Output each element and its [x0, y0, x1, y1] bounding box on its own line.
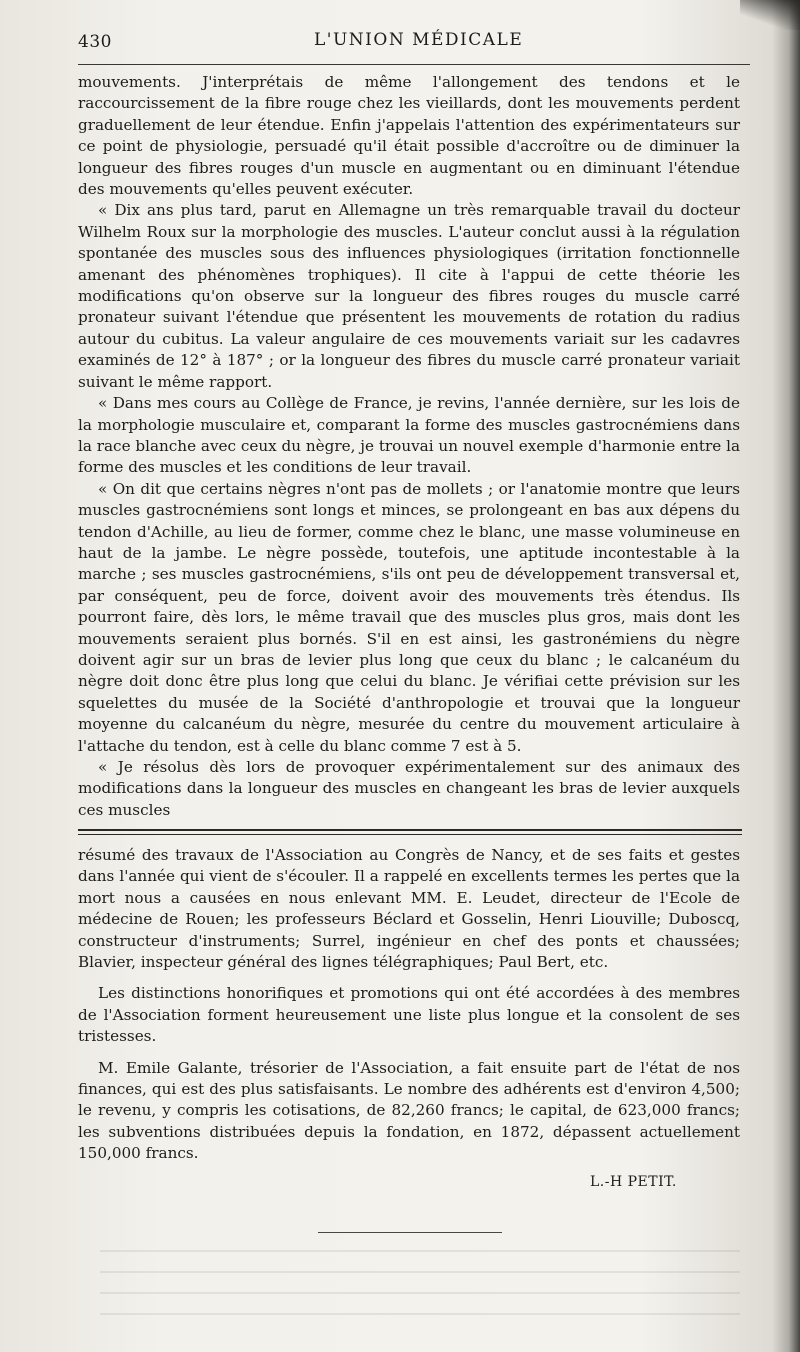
report-paragraph: résumé des travaux de l'Association au Congrès de Nancy, et de ses faits et gestes dans l'année qui vient de s'écouler. Il a rappelé en excellents termes les pertes que la mort nous a causées en nous enlevant MM. E. Leudet, directeur de l'Ecole de médecine de Rouen; les professeurs Béclard et Gosselin, Henri Liouville; Duboscq, constructeur d'instruments; Surrel, ingénieur en chef des ponts et chaussées; Blavier, inspecteur général des lignes télégraphiques; Paul Bert, etc.	[78, 846, 740, 972]
article-paragraph: mouvements. J'interprétais de même l'allongement des tendons et le raccourcissement de la fibre rouge chez les vieillards, dont les mouvements perdent graduellement de leur étendue. Enfin j'appelais l'attention des expérimentateurs sur ce point de physiologie, persuadé qu'il était possible d'accroître ou de diminuer la longueur des fibres rouges d'un muscle en augmentant ou en diminuant l'étendue des mouvements qu'elles peuvent exécuter.	[78, 73, 740, 199]
bleed-through-texture	[100, 1250, 740, 1330]
article-paragraph: « Dans mes cours au Collège de France, je revins, l'année dernière, sur les lois de la morphologie musculaire et, comparant la forme des muscles gastrocnémiens dans la race blanche avec ceux du nègre, je trouvai un nouvel exemple d'harmonie entre la forme des muscles et les conditions de leur travail.	[78, 394, 740, 477]
page-header	[78, 24, 750, 60]
article-paragraph: « Dix ans plus tard, parut en Allemagne un très remarquable travail du docteur Wilhelm Roux sur la morphologie des muscles. L'auteur conclut aussi à la régulation spontanée des muscles sous des influences physiologiques (irritation fonctionnelle amenant des phénomènes trophiques). Il cite à l'appui de cette théorie les modifications qu'on observe sur la longueur des fibres rouges du muscle carré pronateur suivant l'étendue que présentent les mouvements de rotation du radius autour du cubitus. La valeur angulaire de ces mouvements variait sur les cadavres examinés de 12° à 187° ; or la longueur des fibres du muscle carré pronateur variait suivant le même rapport.	[78, 201, 740, 391]
article-paragraph: « On dit que certains nègres n'ont pas de mollets ; or l'anatomie montre que leurs muscles gastrocnémiens sont longs et minces, se prolongeant en bas aux dépens du tendon d'Achille, au lieu de former, comme chez le blanc, une masse volumineuse en haut de la jambe. Le nègre possède, toutefois, une aptitude incontestable à la marche ; ses muscles gastrocnémiens, s'ils ont peu de développement transversal et, par conséquent, peu de force, doivent avoir des mouvements très étendus. Ils pourront faire, dès lors, le même travail que des muscles plus gros, mais dont les mouvements seraient plus bornés. S'il en est ainsi, les gastronémiens du nègre doivent agir sur un bras de levier plus long que ceux du blanc ; le calcanéum du nègre doit donc être plus long que celui du blanc. Je vérifiai cette prévision sur les squelettes du musée de la Société d'anthropologie et trouvai que la longueur moyenne du calcanéum du nègre, mesurée du centre du mouvement articulaire à l'attache du tendon, est à celle du blanc comme 7 est à 5.	[78, 479, 740, 755]
report-paragraph: M. Emile Galante, trésorier de l'Association, a fait ensuite part de l'état de nos finances, qui est des plus satisfaisants. Le nombre des adhérents est d'environ 4,500; le revenu, y compris les cotisations, de 82,260 francs; le capital, de 623,000 francs; les subventions distribuées depuis la fondation, en 1872, dépassent actuellement 150,000 francs.	[78, 1058, 740, 1163]
article-body	[78, 72, 740, 821]
signature: L.-H PETIT.	[590, 1174, 677, 1190]
section-separator	[78, 829, 742, 831]
report-paragraph: Les distinctions honorifiques et promotions qui ont été accordées à des membres de l'Association forment heureusement une liste plus longue et la consolent de ses tristesses.	[78, 984, 740, 1046]
running-title: L'UNION MÉDICALE	[314, 30, 524, 50]
page-edge-shadow	[772, 0, 800, 1352]
header-rule	[78, 64, 750, 65]
end-rule	[318, 1232, 502, 1233]
page-number: 430	[78, 32, 112, 52]
association-report	[78, 845, 740, 1165]
article-paragraph: « Je résolus dès lors de provoquer expérimentalement sur des animaux des modifications dans la longueur des muscles en changeant les bras de levier auxquels ces muscles	[78, 758, 740, 819]
section-separator-thin	[78, 834, 742, 835]
